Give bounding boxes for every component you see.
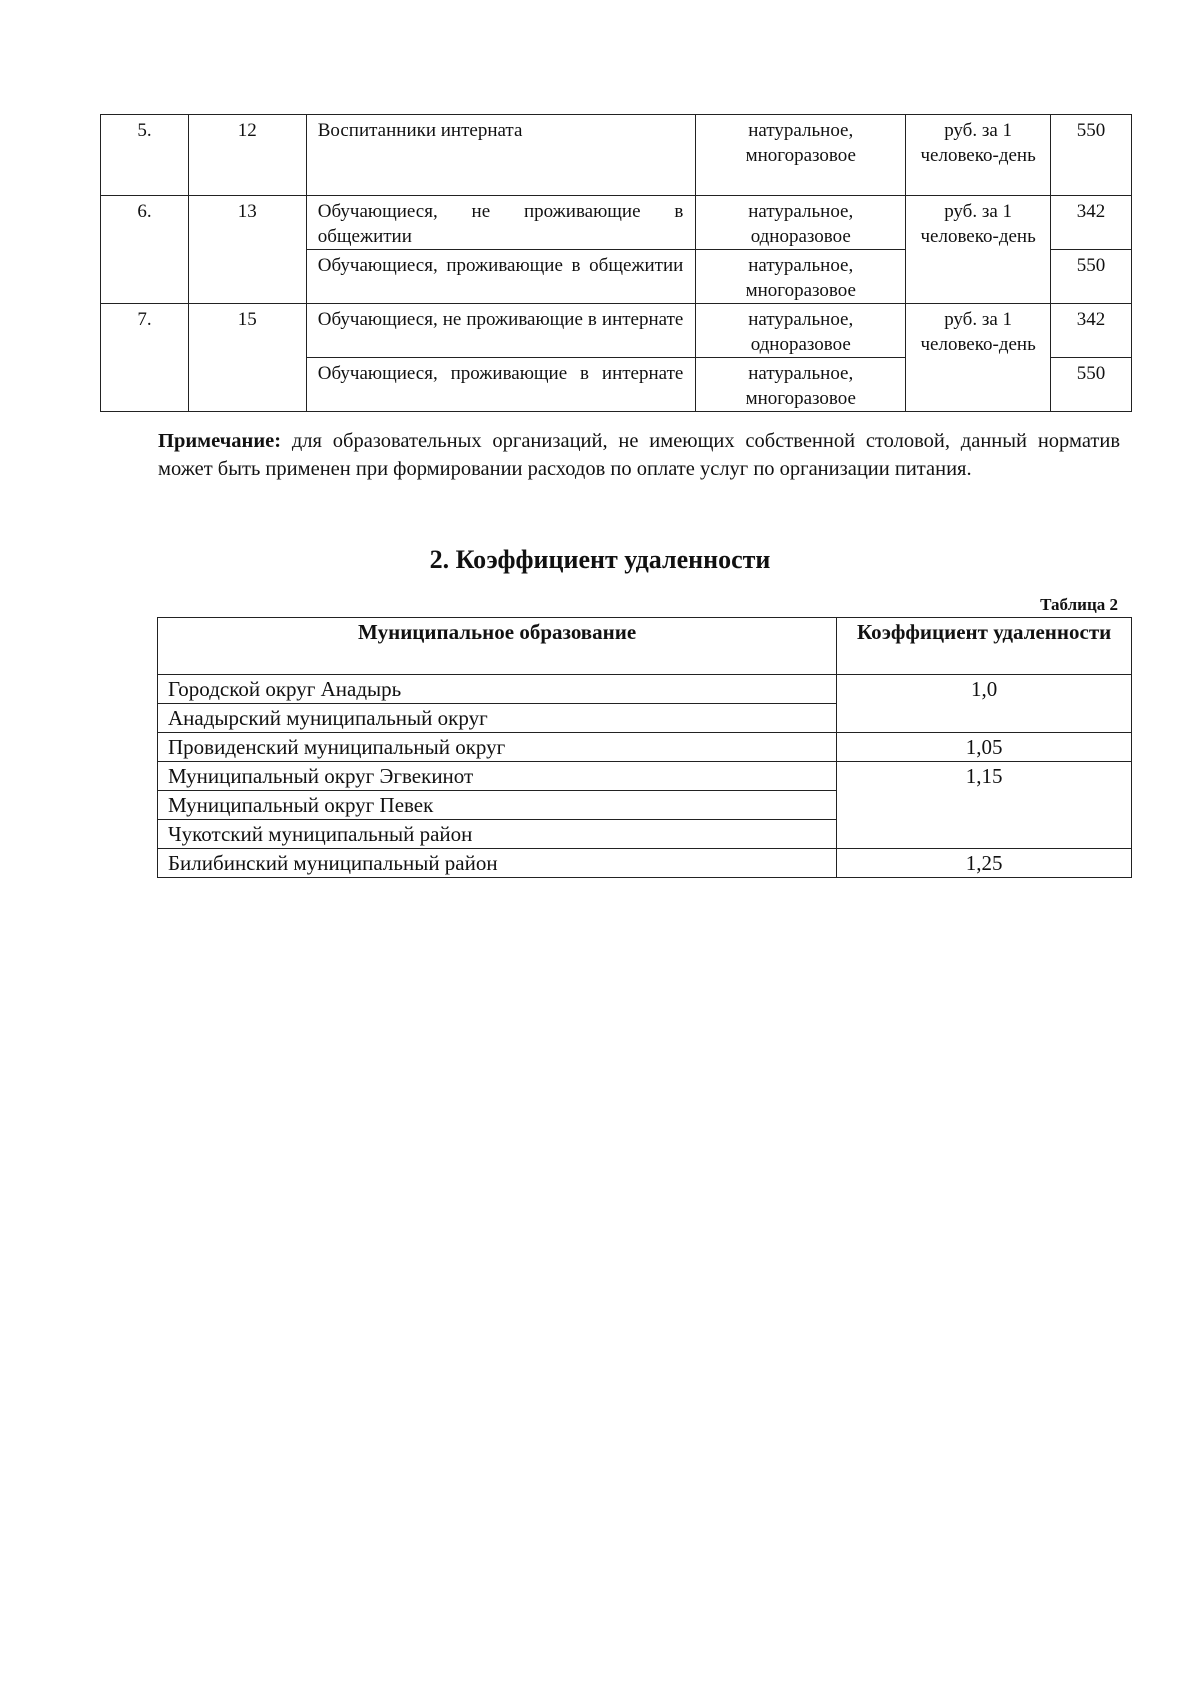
table-row <box>158 849 1132 878</box>
table-row <box>158 675 1132 704</box>
row-value: 550 <box>1051 250 1132 304</box>
note-text: для образовательных организаций, не имеющих собственной столовой, данный норматив может быть применен при формировании расходов по оплате услуг по организации питания. <box>158 430 1120 480</box>
row-meal-type: натуральное, одноразовое <box>696 196 906 250</box>
column-header-municipality: Муниципальное образование <box>158 618 837 675</box>
table-row <box>101 304 1132 358</box>
row-value: 342 <box>1051 304 1132 358</box>
row-unit: руб. за 1 человеко-день <box>906 115 1051 196</box>
row-category: Обучающиеся, проживающие в общежитии <box>306 250 696 304</box>
row-category: Обучающиеся, не проживающие в общежитии <box>306 196 696 250</box>
municipality-name: Городской округ Анадырь <box>158 675 837 704</box>
row-meal-type: натуральное, одноразовое <box>696 304 906 358</box>
meal-norms-table <box>100 114 1132 412</box>
row-code: 13 <box>188 196 306 304</box>
coefficient-value: 1,0 <box>837 675 1132 733</box>
coefficient-value: 1,05 <box>837 733 1132 762</box>
table-caption: Таблица 2 <box>1040 595 1118 614</box>
municipality-name: Чукотский муниципальный район <box>158 820 837 849</box>
row-category: Воспитанники интерната <box>306 115 696 196</box>
table-header-row <box>158 618 1132 675</box>
section-title: 2. Коэффициент удаленности <box>429 545 771 574</box>
row-number: 5. <box>101 115 189 196</box>
table-row <box>158 762 1132 791</box>
coefficient-value: 1,25 <box>837 849 1132 878</box>
remoteness-coefficient-table <box>157 617 1132 878</box>
municipality-name: Муниципальный округ Эгвекинот <box>158 762 837 791</box>
row-meal-type: натуральное, многоразовое <box>696 115 906 196</box>
column-header-coefficient: Коэффициент удаленности <box>837 618 1132 675</box>
row-number: 6. <box>101 196 189 304</box>
table-row <box>101 115 1132 196</box>
table-row <box>101 196 1132 250</box>
row-code: 12 <box>188 115 306 196</box>
table-row <box>158 733 1132 762</box>
row-number: 7. <box>101 304 189 412</box>
row-category: Обучающиеся, не проживающие в интернате <box>306 304 696 358</box>
row-unit: руб. за 1 человеко-день <box>906 196 1051 304</box>
row-code: 15 <box>188 304 306 412</box>
row-unit: руб. за 1 человеко-день <box>906 304 1051 412</box>
row-category: Обучающиеся, проживающие в интернате <box>306 358 696 412</box>
row-value: 550 <box>1051 358 1132 412</box>
municipality-name: Муниципальный округ Певек <box>158 791 837 820</box>
note-label: Примечание: <box>158 430 282 452</box>
row-value: 550 <box>1051 115 1132 196</box>
row-meal-type: натуральное, многоразовое <box>696 358 906 412</box>
coefficient-value: 1,15 <box>837 762 1132 849</box>
municipality-name: Билибинский муниципальный район <box>158 849 837 878</box>
row-value: 342 <box>1051 196 1132 250</box>
municipality-name: Анадырский муниципальный округ <box>158 704 837 733</box>
row-meal-type: натуральное, многоразовое <box>696 250 906 304</box>
municipality-name: Провиденский муниципальный округ <box>158 733 837 762</box>
note-paragraph <box>158 427 1120 483</box>
